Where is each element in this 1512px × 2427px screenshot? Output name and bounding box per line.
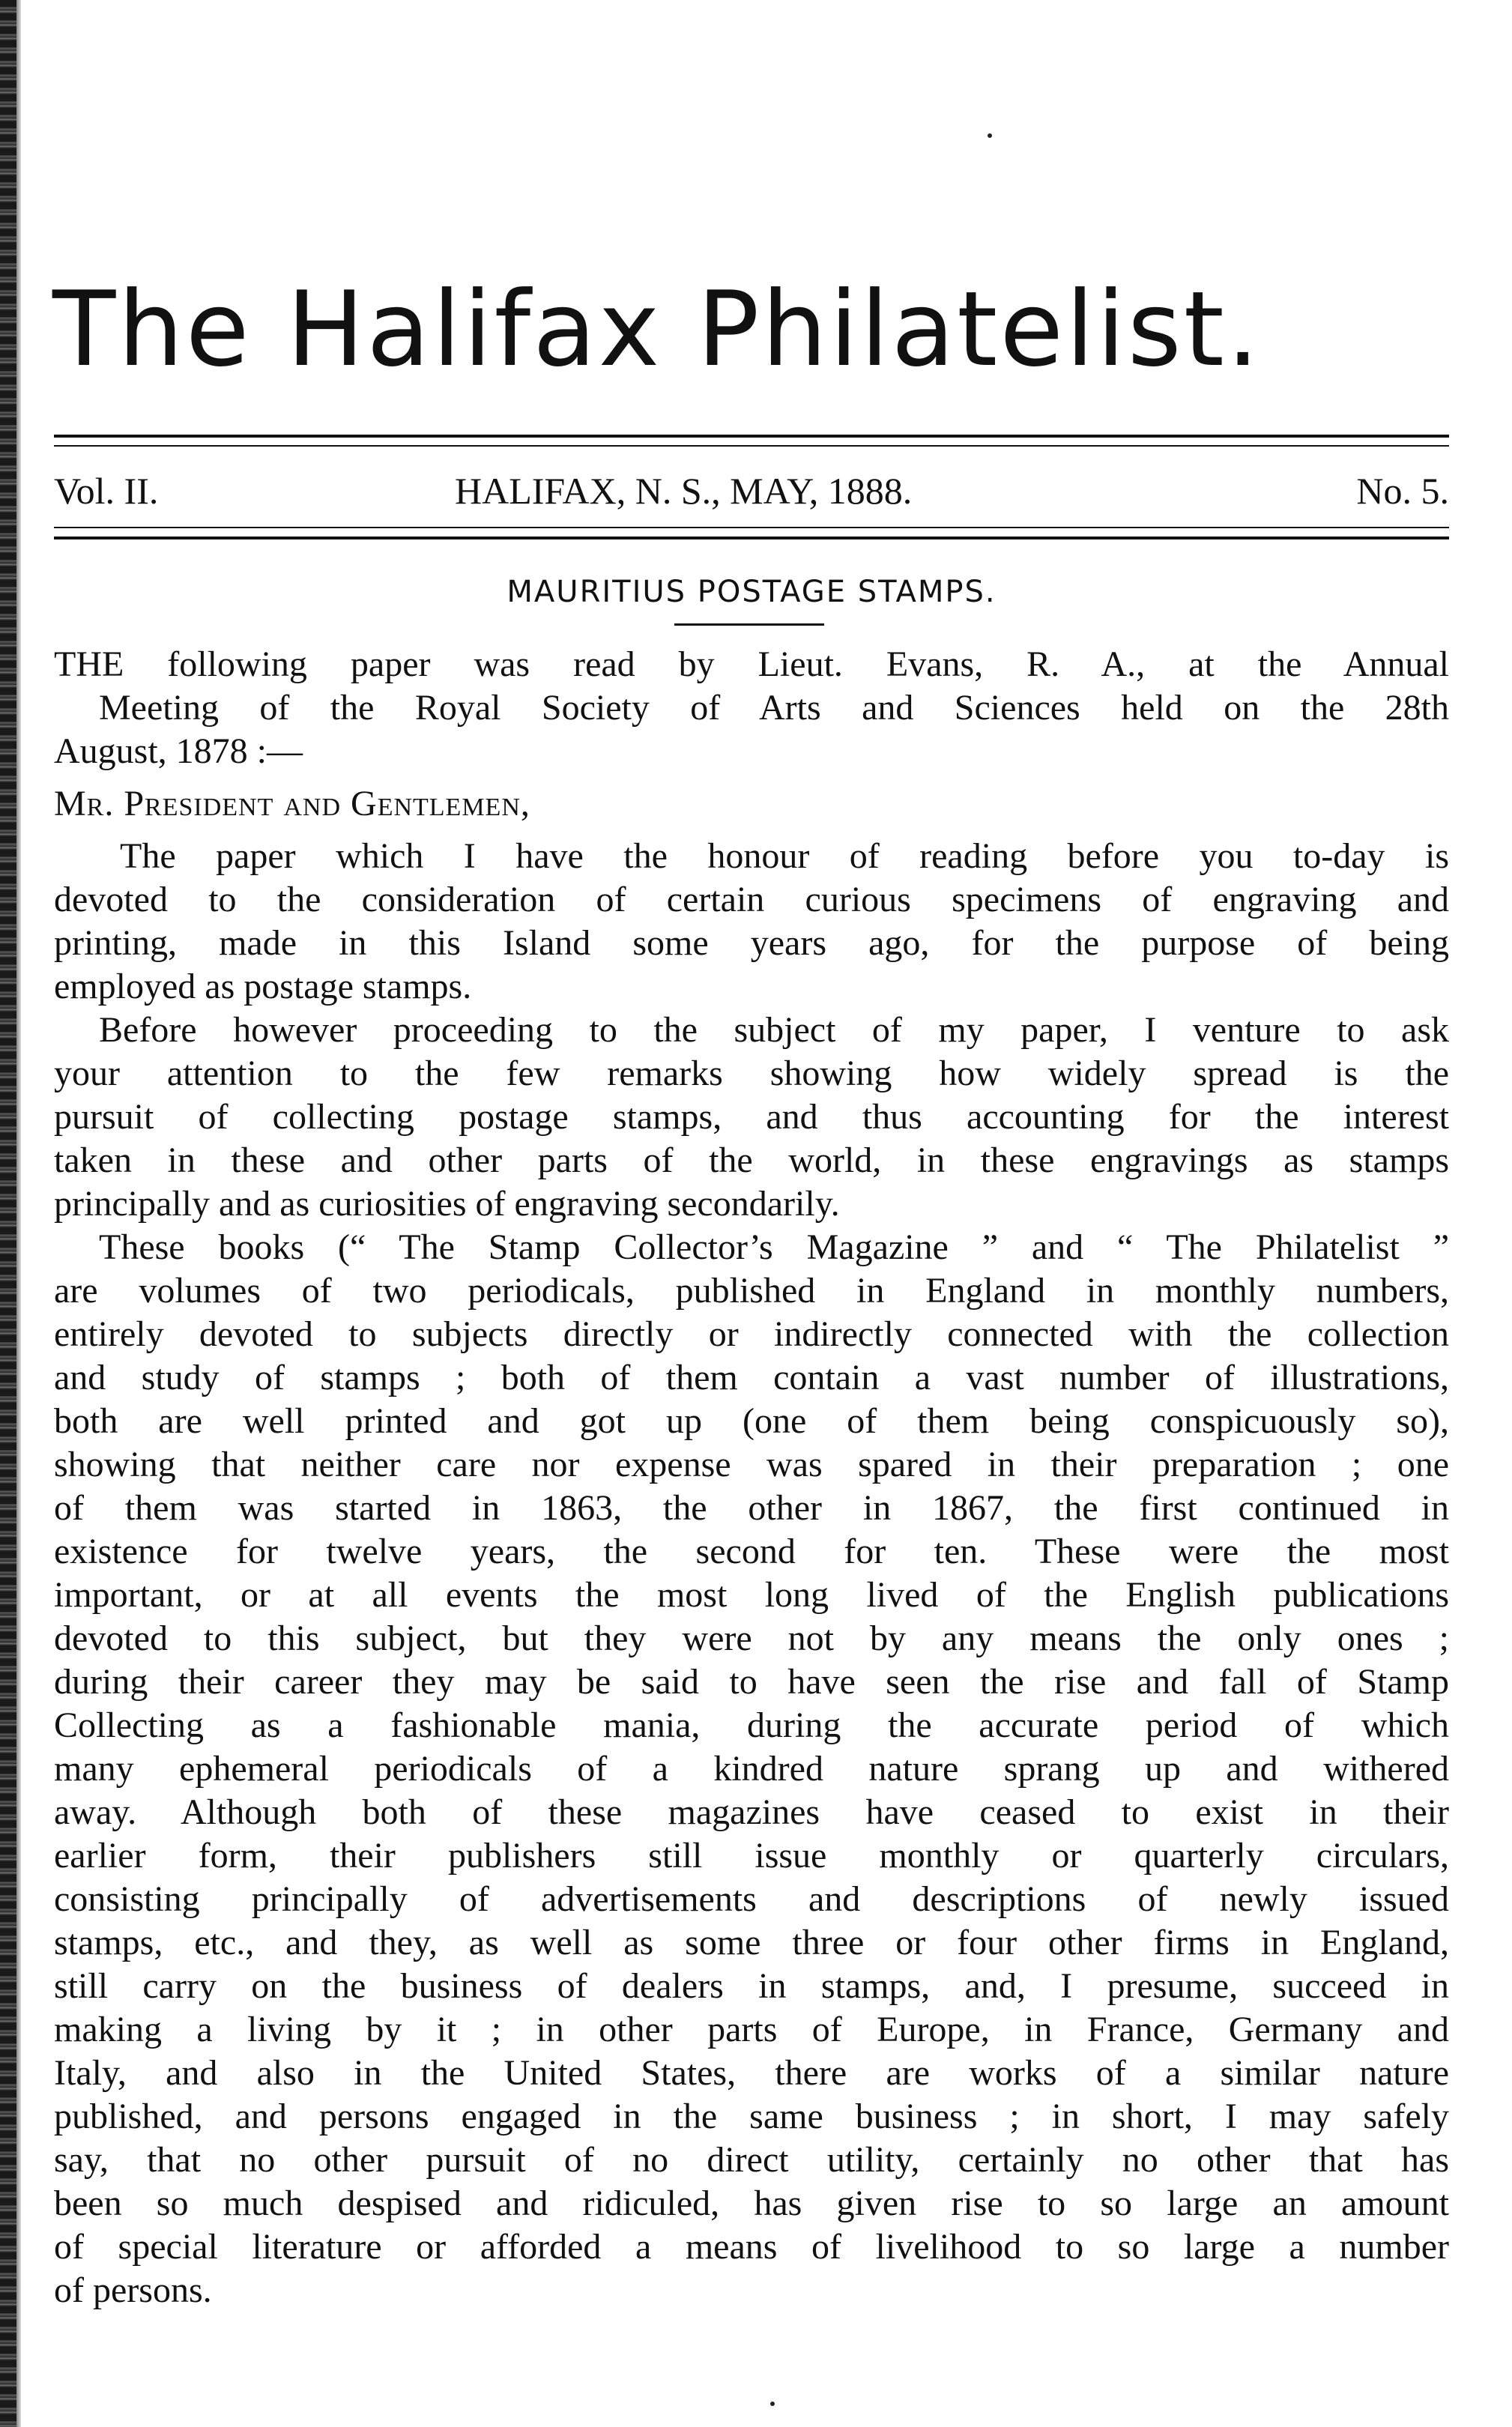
page-binding-edge bbox=[0, 0, 16, 2427]
article-title: MAURITIUS POSTAGE STAMPS. bbox=[506, 575, 997, 609]
paragraph3-line: devoted to this subject, but they were not by any means the only ones ; bbox=[54, 1618, 1449, 1658]
place-date-label: HALIFAX, N. S., MAY, 1888. bbox=[455, 470, 913, 512]
paragraph3-line: These books (“ The Stamp Collector’s Magazine ” and “ The Philatelist ” bbox=[99, 1227, 1449, 1267]
paragraph2-line: Before however proceeding to the subject of my paper, I venture to ask bbox=[99, 1010, 1449, 1050]
paragraph3-line: of them was started in 1863, the other in 1867, the first continued in bbox=[54, 1488, 1449, 1528]
salutation: Mr. President and Gentlemen, bbox=[54, 784, 530, 823]
paragraph1-line: The paper which I have the honour of reading before you to-day is bbox=[120, 836, 1449, 876]
ink-speck bbox=[770, 2402, 775, 2406]
masthead-rule-top-inner bbox=[54, 445, 1449, 447]
paragraph1-line: employed as postage stamps. bbox=[54, 967, 472, 1006]
paragraph3-line: earlier form, their publishers still issue monthly or quarterly circulars, bbox=[54, 1836, 1449, 1876]
paragraph3-line: consisting principally of advertisements and descriptions of newly issued bbox=[54, 1879, 1449, 1919]
masthead-title: The Halifax Philatelist. bbox=[52, 269, 1262, 390]
title-underline bbox=[674, 623, 824, 626]
paragraph2-line: pursuit of collecting postage stamps, and thus accounting for the interest bbox=[54, 1097, 1449, 1137]
issue-number-label: No. 5. bbox=[1356, 470, 1449, 512]
paragraph2-line: your attention to the few remarks showing how widely spread is the bbox=[54, 1054, 1449, 1093]
dateline-rule-upper bbox=[54, 527, 1449, 528]
paragraph3-line: existence for twelve years, the second for ten. These were the most bbox=[54, 1532, 1449, 1571]
dateline-rule-lower bbox=[54, 537, 1449, 539]
page-binding-shadow bbox=[16, 0, 21, 2427]
intro-line: August, 1878 :— bbox=[54, 731, 303, 771]
paragraph2-line: taken in these and other parts of the world, in these engravings as stamps bbox=[54, 1140, 1449, 1180]
paragraph1-line: printing, made in this Island some years ago, for the purpose of being bbox=[54, 923, 1449, 963]
paragraph3-line: both are well printed and got up (one of them being conspicuously so), bbox=[54, 1401, 1449, 1441]
intro-line: Meeting of the Royal Society of Arts and Sciences held on the 28th bbox=[99, 688, 1449, 728]
intro-line: THE following paper was read by Lieut. Evans, R. A., at the Annual bbox=[54, 644, 1449, 684]
paragraph3-line: away. Although both of these magazines have ceased to exist in their bbox=[54, 1792, 1449, 1832]
paragraph3-line: published, and persons engaged in the same business ; in short, I may safely bbox=[54, 2097, 1449, 2136]
paragraph3-line: Italy, and also in the United States, there are works of a similar nature bbox=[54, 2053, 1449, 2093]
paragraph3-line: of special literature or afforded a means of livelihood to so large a number bbox=[54, 2227, 1449, 2267]
issue-dateline bbox=[54, 465, 1449, 517]
paragraph3-line: been so much despised and ridiculed, has given rise to so large an amount bbox=[54, 2183, 1449, 2223]
paragraph3-line: during their career they may be said to have seen the rise and fall of Stamp bbox=[54, 1662, 1449, 1702]
paragraph3-line: and study of stamps ; both of them contain a vast number of illustrations, bbox=[54, 1358, 1449, 1397]
paragraph1-line: devoted to the consideration of certain curious specimens of engraving and bbox=[54, 880, 1449, 919]
masthead-rule-top bbox=[54, 435, 1449, 438]
article-body bbox=[54, 643, 1449, 2312]
paragraph3-line: say, that no other pursuit of no direct utility, certainly no other that has bbox=[54, 2140, 1449, 2180]
paragraph3-line: Collecting as a fashionable mania, during the accurate period of which bbox=[54, 1705, 1449, 1745]
volume-label: Vol. II. bbox=[54, 470, 159, 512]
paragraph3-line: showing that neither care nor expense was spared in their preparation ; one bbox=[54, 1445, 1449, 1484]
ink-speck bbox=[988, 133, 992, 138]
paragraph3-line: making a living by it ; in other parts of Europe, in France, Germany and bbox=[54, 2010, 1449, 2049]
paragraph3-line: still carry on the business of dealers in stamps, and, I presume, succeed in bbox=[54, 1966, 1449, 2006]
paragraph3-line: important, or at all events the most long lived of the English publications bbox=[54, 1575, 1449, 1615]
paragraph3-line: of persons. bbox=[54, 2270, 212, 2310]
paragraph3-line: stamps, etc., and they, as well as some three or four other firms in England, bbox=[54, 1923, 1449, 1962]
paragraph3-line: many ephemeral periodicals of a kindred nature sprang up and withered bbox=[54, 1749, 1449, 1789]
paragraph2-line: principally and as curiosities of engraving secondarily. bbox=[54, 1184, 840, 1224]
paragraph3-line: are volumes of two periodicals, published in England in monthly numbers, bbox=[54, 1271, 1449, 1311]
paragraph3-line: entirely devoted to subjects directly or indirectly connected with the collection bbox=[54, 1314, 1449, 1354]
